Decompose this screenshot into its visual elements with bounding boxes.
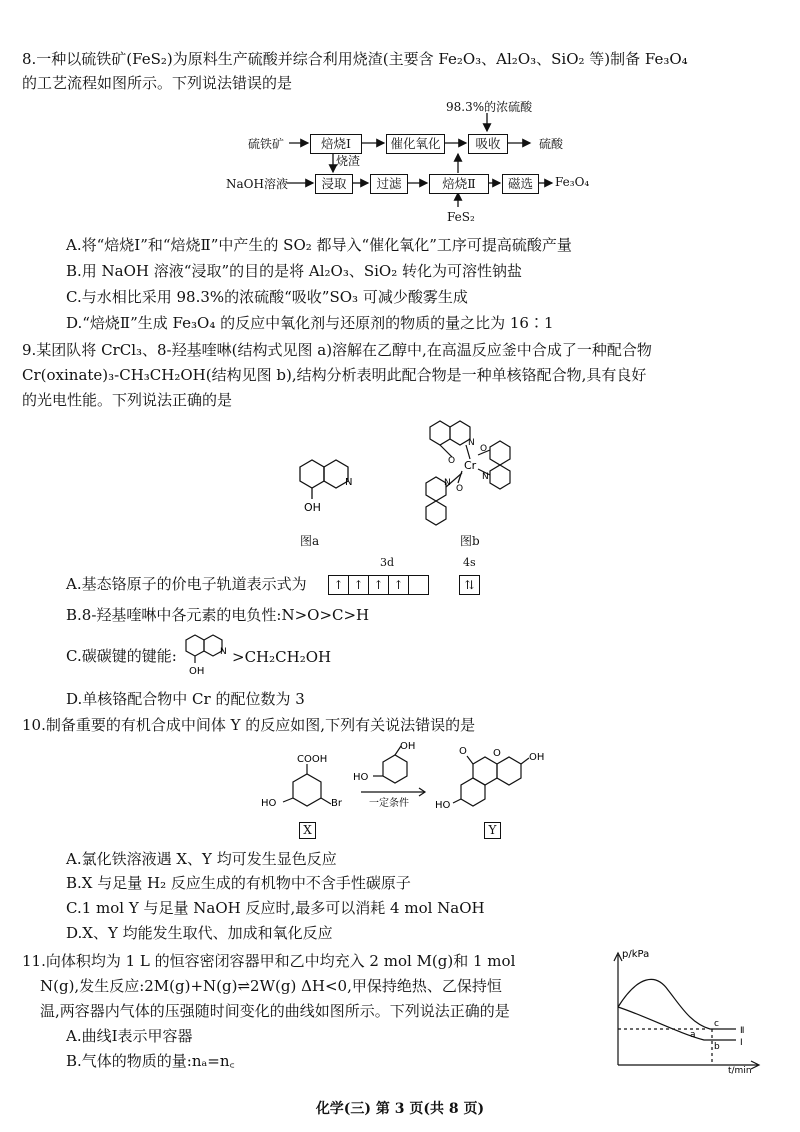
fig-a-oh: OH [304, 501, 321, 514]
q9-stem-line2: Cr(oxinate)₃-CH₃CH₂OH(结构见图 b),结构分析表明此配合物是一种单核铬配合物,具有良好 [22, 366, 647, 384]
orbital-4s-1: ⇅ [464, 578, 475, 592]
y-oh-right: OH [529, 752, 545, 763]
q9-option-c-suffix: >CH₂CH₂OH [232, 648, 332, 666]
q10-option-d: D.X、Y 均能发生取代、加成和氧化反应 [66, 924, 333, 942]
fig-a-n: N [345, 477, 353, 488]
fig-b-o2: O [480, 444, 488, 454]
graph-ylabel: p/kPa [622, 949, 650, 960]
fig-b-n1: N [468, 438, 475, 448]
q11-stem-line2: N(g),发生反应:2M(g)+N(g)⇌2W(g) ΔH<0,甲保持绝热、乙保持恒 [40, 977, 502, 995]
flowchart-arrows [0, 0, 800, 240]
flow-slag-label: 烧渣 [336, 154, 361, 168]
graph-xlabel: t/min [728, 1066, 752, 1075]
x-br: Br [331, 798, 342, 809]
orbital-4s-box [459, 575, 480, 595]
q10-option-b: B.X 与足量 H₂ 反应生成的有机物中不含手性碳原子 [66, 874, 411, 892]
flow-roast1-box: 焙烧Ⅰ [310, 134, 362, 154]
q9-stem-line3: 的光电性能。下列说法正确的是 [22, 391, 233, 409]
q8-option-a: A.将“焙烧Ⅰ”和“焙烧Ⅱ”中产生的 SO₂ 都导入“催化氧化”工序可提高硫酸产量 [66, 236, 572, 254]
q10-option-c: C.1 mol Y 与足量 NaOH 反应时,最多可以消耗 4 mol NaOH [66, 899, 485, 917]
fig-b-caption: 图b [460, 534, 480, 548]
q9-option-b: B.8-羟基喹啉中各元素的电负性:N>O>C>H [66, 606, 370, 624]
orbital-3d-3: ↑ [369, 576, 389, 594]
q8-option-c: C.与水相比采用 98.3%的浓硫酸“吸收”SO₃ 可减少酸雾生成 [66, 288, 468, 306]
graph-point-c: c [714, 1019, 719, 1029]
q9-option-d: D.单核铬配合物中 Cr 的配位数为 3 [66, 690, 305, 708]
structure-quinoline-in-option-c [180, 630, 238, 680]
flow-roast2-box: 焙烧Ⅱ [429, 174, 489, 194]
structure-8-hydroxyquinoline [278, 455, 358, 535]
graph-point-a: a [690, 1030, 696, 1040]
q11-stem-line3: 温,两容器内气体的压强随时间变化的曲线如图所示。下列说法正确的是 [40, 1002, 510, 1020]
q8-stem-line1: 8.一种以硫铁矿(FeS₂)为原料生产硫酸并综合利用烧渣(主要含 Fe₂O₃、Al₂O₃、SiO₂ 等)制备 Fe₃O₄ [22, 50, 688, 68]
fig-b-n3: N [444, 478, 451, 488]
q10-stem-line1: 10.制备重要的有机合成中间体 Y 的反应如图,下列有关说法错误的是 [22, 716, 476, 734]
structure-cr-complex [418, 405, 538, 530]
flow-magnetic-box: 磁选 [502, 174, 539, 194]
option-c-oh: OH [189, 666, 205, 677]
q8-stem-line2: 的工艺流程如图所示。下列说法错误的是 [22, 74, 293, 92]
flow-product-sulfuric-acid: 硫酸 [539, 137, 564, 151]
flow-absorb-box: 吸收 [468, 134, 508, 154]
flow-acid-label: 98.3%的浓硫酸 [446, 100, 533, 114]
fig-a-caption: 图a [300, 534, 320, 548]
q8-option-b: B.用 NaOH 溶液“浸取”的目的是将 Al₂O₃、SiO₂ 转化为可溶性钠盐 [66, 262, 522, 280]
orbital-3d-2: ↑ [349, 576, 369, 594]
fig-b-o1: O [448, 456, 456, 466]
orbital-3d-1: ↑ [329, 576, 349, 594]
q11-stem-line1: 11.向体积均为 1 L 的恒容密闭容器甲和乙中均充入 2 mol M(g)和 1 mol [22, 952, 516, 970]
orbital-3d-5 [409, 576, 428, 594]
flow-leach-box: 浸取 [315, 174, 353, 194]
y-ho-left: HO [435, 800, 451, 811]
fig-b-cr: Cr [464, 459, 477, 472]
orbital-3d-4: ↑ [389, 576, 409, 594]
q9-option-a: A.基态铬原子的价电子轨道表示式为 [66, 575, 307, 593]
q10-option-a: A.氯化铁溶液遇 X、Y 均可发生显色反应 [66, 850, 337, 868]
orbital-4s-label: 4s [463, 556, 476, 569]
graph-point-b: b [714, 1042, 720, 1052]
orbital-3d-label: 3d [380, 556, 395, 569]
q9-option-c-prefix: C.碳碳键的键能: [66, 647, 177, 665]
flow-fes2: FeS₂ [447, 210, 475, 224]
flow-catalytic-box: 催化氧化 [386, 134, 445, 154]
q11-option-b: B.气体的物质的量:nₐ=n꜀ [66, 1052, 235, 1070]
q9-stem-line1: 9.某团队将 CrCl₃、8-羟基喹啉(结构式见图 a)溶解在乙醇中,在高温反应釜中合成了一种配合物 [22, 341, 652, 359]
reagent-ho: HO [353, 772, 369, 783]
flow-ore: 硫铁矿 [248, 137, 285, 151]
q11-pressure-graph [608, 945, 768, 1075]
reaction-condition: 一定条件 [369, 798, 409, 809]
page-footer: 化学(三) 第 3 页(共 8 页) [315, 1101, 485, 1117]
q11-option-a: A.曲线Ⅰ表示甲容器 [66, 1027, 193, 1045]
x-ho: HO [261, 798, 277, 809]
q10-y-label: Y [484, 822, 501, 839]
graph-curve-2: Ⅱ [740, 1026, 745, 1036]
flow-product-fe3o4: Fe₃O₄ [555, 175, 590, 189]
flow-naoh: NaOH溶液 [226, 177, 288, 191]
orbital-3d-boxes [328, 575, 429, 595]
flow-filter-box: 过滤 [370, 174, 408, 194]
fig-b-n2: N [482, 472, 489, 482]
fig-b-o3: O [456, 484, 464, 494]
reagent-oh: OH [400, 741, 416, 752]
graph-curve-1: Ⅰ [740, 1038, 743, 1048]
x-cooh: COOH [297, 754, 328, 765]
option-c-n: N [220, 647, 227, 657]
y-o-ring: O [493, 748, 501, 759]
q8-option-d: D.“焙烧Ⅱ”生成 Fe₃O₄ 的反应中氧化剂与还原剂的物质的量之比为 16∶1 [66, 314, 554, 332]
y-o-carbonyl: O [459, 746, 467, 757]
q10-x-label: X [299, 822, 316, 839]
